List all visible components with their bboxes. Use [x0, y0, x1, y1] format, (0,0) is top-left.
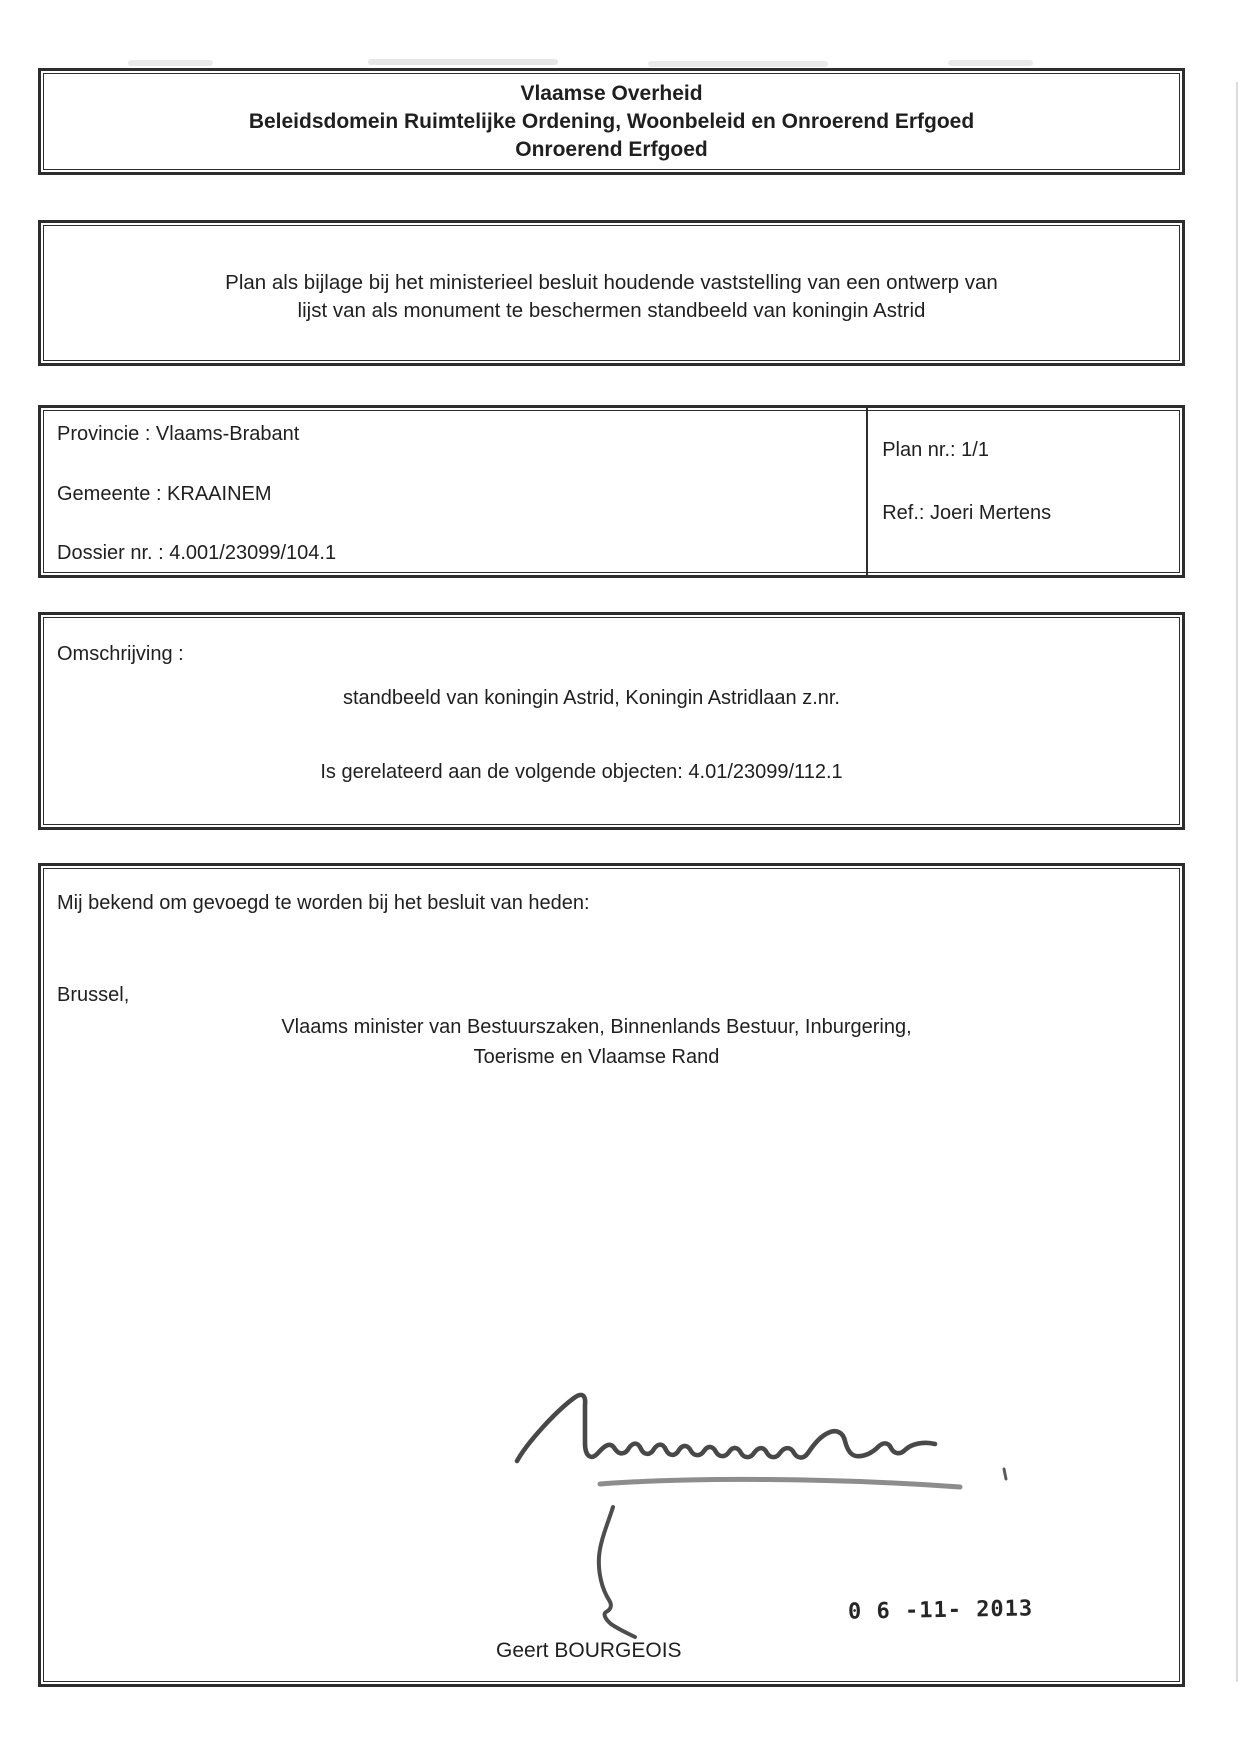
plan-title-line2: lijst van als monument te beschermen standbeeld van koningin Astrid: [297, 299, 926, 322]
dossier-number-field: Dossier nr. : 4.001/23099/104.1: [57, 542, 337, 564]
description-related-objects: Is gerelateerd aan de volgende objecten: 4.01/23099/112.1: [320, 761, 843, 783]
info-table-right-column: [868, 408, 1182, 575]
scan-smudge: [368, 59, 558, 65]
province-field: Provincie : Vlaams-Brabant: [57, 423, 300, 445]
org-unit: Onroerend Erfgoed: [515, 138, 708, 161]
description-label: Omschrijving :: [57, 643, 184, 665]
minister-title-line2: Toerisme en Vlaamse Rand: [473, 1046, 720, 1068]
attestation-text: Mij bekend om gevoegd te worden bij het besluit van heden:: [57, 892, 590, 914]
signer-name: Geert BOURGEOIS: [496, 1639, 682, 1662]
info-table: [38, 405, 1185, 578]
date-stamp: 0 6 -11- 2013: [847, 1596, 1034, 1625]
reference-field: Ref.: Joeri Mertens: [882, 502, 1052, 524]
description-box: [38, 612, 1185, 830]
minister-title-line1: Vlaams minister van Bestuurszaken, Binnenlands Bestuur, Inburgering,: [281, 1016, 912, 1038]
info-table-left-column: [41, 408, 868, 575]
plan-title-line1: Plan als bijlage bij het ministerieel besluit houdende vaststelling van een ontwerp van: [225, 271, 998, 294]
title-box: [38, 220, 1185, 366]
signature-box: [38, 863, 1185, 1687]
minister-title: [41, 1012, 1152, 1072]
city-line: Brussel,: [57, 984, 130, 1006]
scan-smudge: [948, 60, 1033, 66]
plan-number-field: Plan nr.: 1/1: [882, 439, 989, 461]
scan-edge-line: [1236, 82, 1238, 1682]
header-box: [38, 68, 1185, 175]
scan-smudge: [648, 61, 828, 67]
description-object: standbeeld van koningin Astrid, Koningin Astridlaan z.nr.: [343, 687, 840, 709]
org-name: Vlaamse Overheid: [520, 82, 703, 105]
org-policy-domain: Beleidsdomein Ruimtelijke Ordening, Woonbeleid en Onroerend Erfgoed: [248, 110, 975, 133]
municipality-field: Gemeente : KRAAINEM: [57, 482, 272, 505]
scan-smudge: [128, 60, 213, 66]
